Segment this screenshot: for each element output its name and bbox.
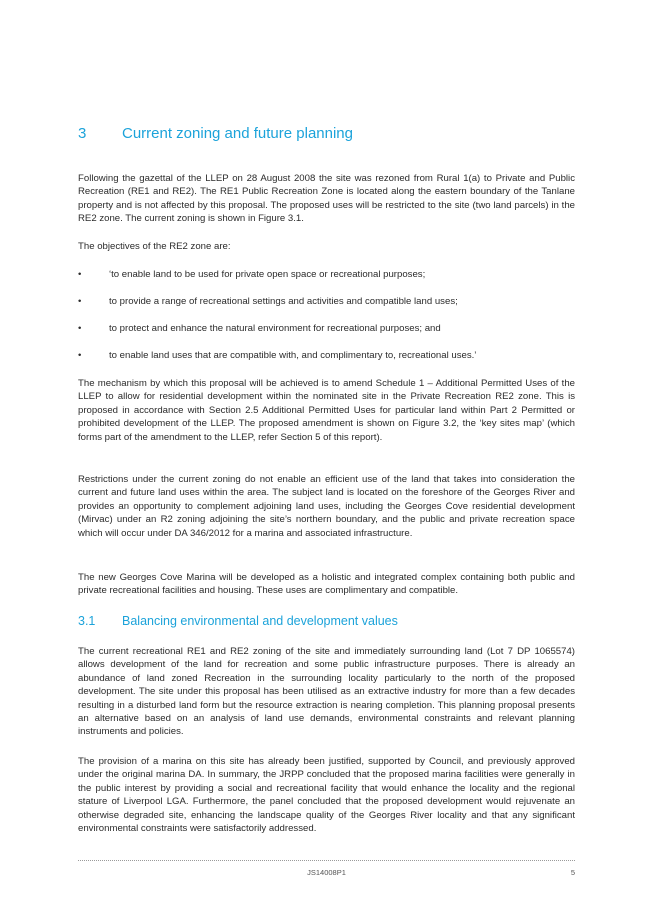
list-item	[78, 295, 575, 308]
paragraph-justification: The provision of a marina on this site has already been justified, supported by Council, and previously approved under the original marina DA. In summary, the JRPP concluded that the proposed marina facilities were generally in the public interest by providing a social and recreational facility that would enhance the locality and the regional stature of Liverpool LGA. Furthermore, the panel concluded that the proposed development would rejuvenate an otherwise degraded site, enhancing the landscape quality of the Georges River locality and that any significant environmental constraints were satisfactorily addressed.	[78, 756, 575, 835]
section-heading	[78, 124, 575, 144]
paragraph-marina: The new Georges Cove Marina will be developed as a holistic and integrated complex containing both public and private recreational facilities and housing. These uses are complimentary and compatible.	[78, 572, 575, 597]
footer-reference: JS14008P1	[307, 868, 346, 877]
paragraph-objectives-intro: The objectives of the RE2 zone are:	[78, 241, 231, 252]
subsection-heading	[78, 613, 575, 630]
page-number: 5	[570, 868, 575, 877]
subsection-title: Balancing environmental and development values	[122, 614, 398, 628]
list-item-text: ‘to enable land to be used for private open space or recreational purposes;	[109, 269, 426, 280]
bullet-symbol: •	[78, 296, 82, 307]
paragraph-restrictions: Restrictions under the current zoning do not enable an efficient use of the land that takes into consideration the current and future land uses within the area. The subject land is located on the foreshore of the Georges River and provides an opportunity to complement adjoining land uses, including the Georges Cove residential development (Mirvac) under an R2 zoning adjoining the site’s northern boundary, and the public and private recreation space which will occur under DA 346/2012 for a marina and associated infrastructure.	[78, 474, 575, 539]
bullet-symbol: •	[78, 269, 82, 280]
paragraph-balancing: The current recreational RE1 and RE2 zoning of the site and immediately surrounding land (Lot 7 DP 1065574) allows development of the land for recreation and some public infrastructure purposes. There is already an abundance of land zoned Recreation in the surrounding locality particularly to the north of the proposed development. The site under this proposal has been utilised as an extractive industry for more than a few decades resulting in a disturbed land form but the resource extraction is nearing completion. This planning proposal presents an alternative based on an analysis of land use demands, environmental constraints and relevant planning instruments and policies.	[78, 646, 575, 738]
list-item	[78, 349, 575, 362]
bullet-symbol: •	[78, 350, 82, 361]
paragraph-mechanism: The mechanism by which this proposal will be achieved is to amend Schedule 1 – Additional Permitted Uses of the LLEP to allow for residential development within the nominated site in the Private Recreation RE2 zone. This is proposed in accordance with Section 2.5 Additional Permitted Uses for particular land within Part 2 Permitted or prohibited development of the LLEP. The proposed amendment is shown on Figure 3.2, the ‘key sites map’ (which forms part of the amendment to the LLEP, refer Section 5 of this report).	[78, 378, 575, 443]
list-item-text: to enable land uses that are compatible with, and complimentary to, recreational uses.’	[109, 350, 477, 361]
section-number: 3	[78, 125, 87, 142]
footer-divider	[78, 860, 575, 861]
list-item-text: to protect and enhance the natural environment for recreational purposes; and	[109, 323, 441, 334]
list-item	[78, 322, 575, 335]
list-item	[78, 268, 575, 281]
section-title: Current zoning and future planning	[122, 125, 353, 142]
subsection-number: 3.1	[78, 614, 96, 628]
document-page	[78, 0, 575, 923]
bullet-symbol: •	[78, 323, 82, 334]
list-item-text: to provide a range of recreational settings and activities and compatible land uses;	[109, 296, 458, 307]
paragraph-zoning-history: Following the gazettal of the LLEP on 28 August 2008 the site was rezoned from Rural 1(a) to Private and Public Recreation (RE1 and RE2). The RE1 Public Recreation Zone is located along the eastern boundary of the Tanlane property and is not affected by this proposal. The proposed uses will be restricted to the site (two land parcels) in the RE2 zone. The current zoning is shown in Figure 3.1.	[78, 173, 575, 225]
